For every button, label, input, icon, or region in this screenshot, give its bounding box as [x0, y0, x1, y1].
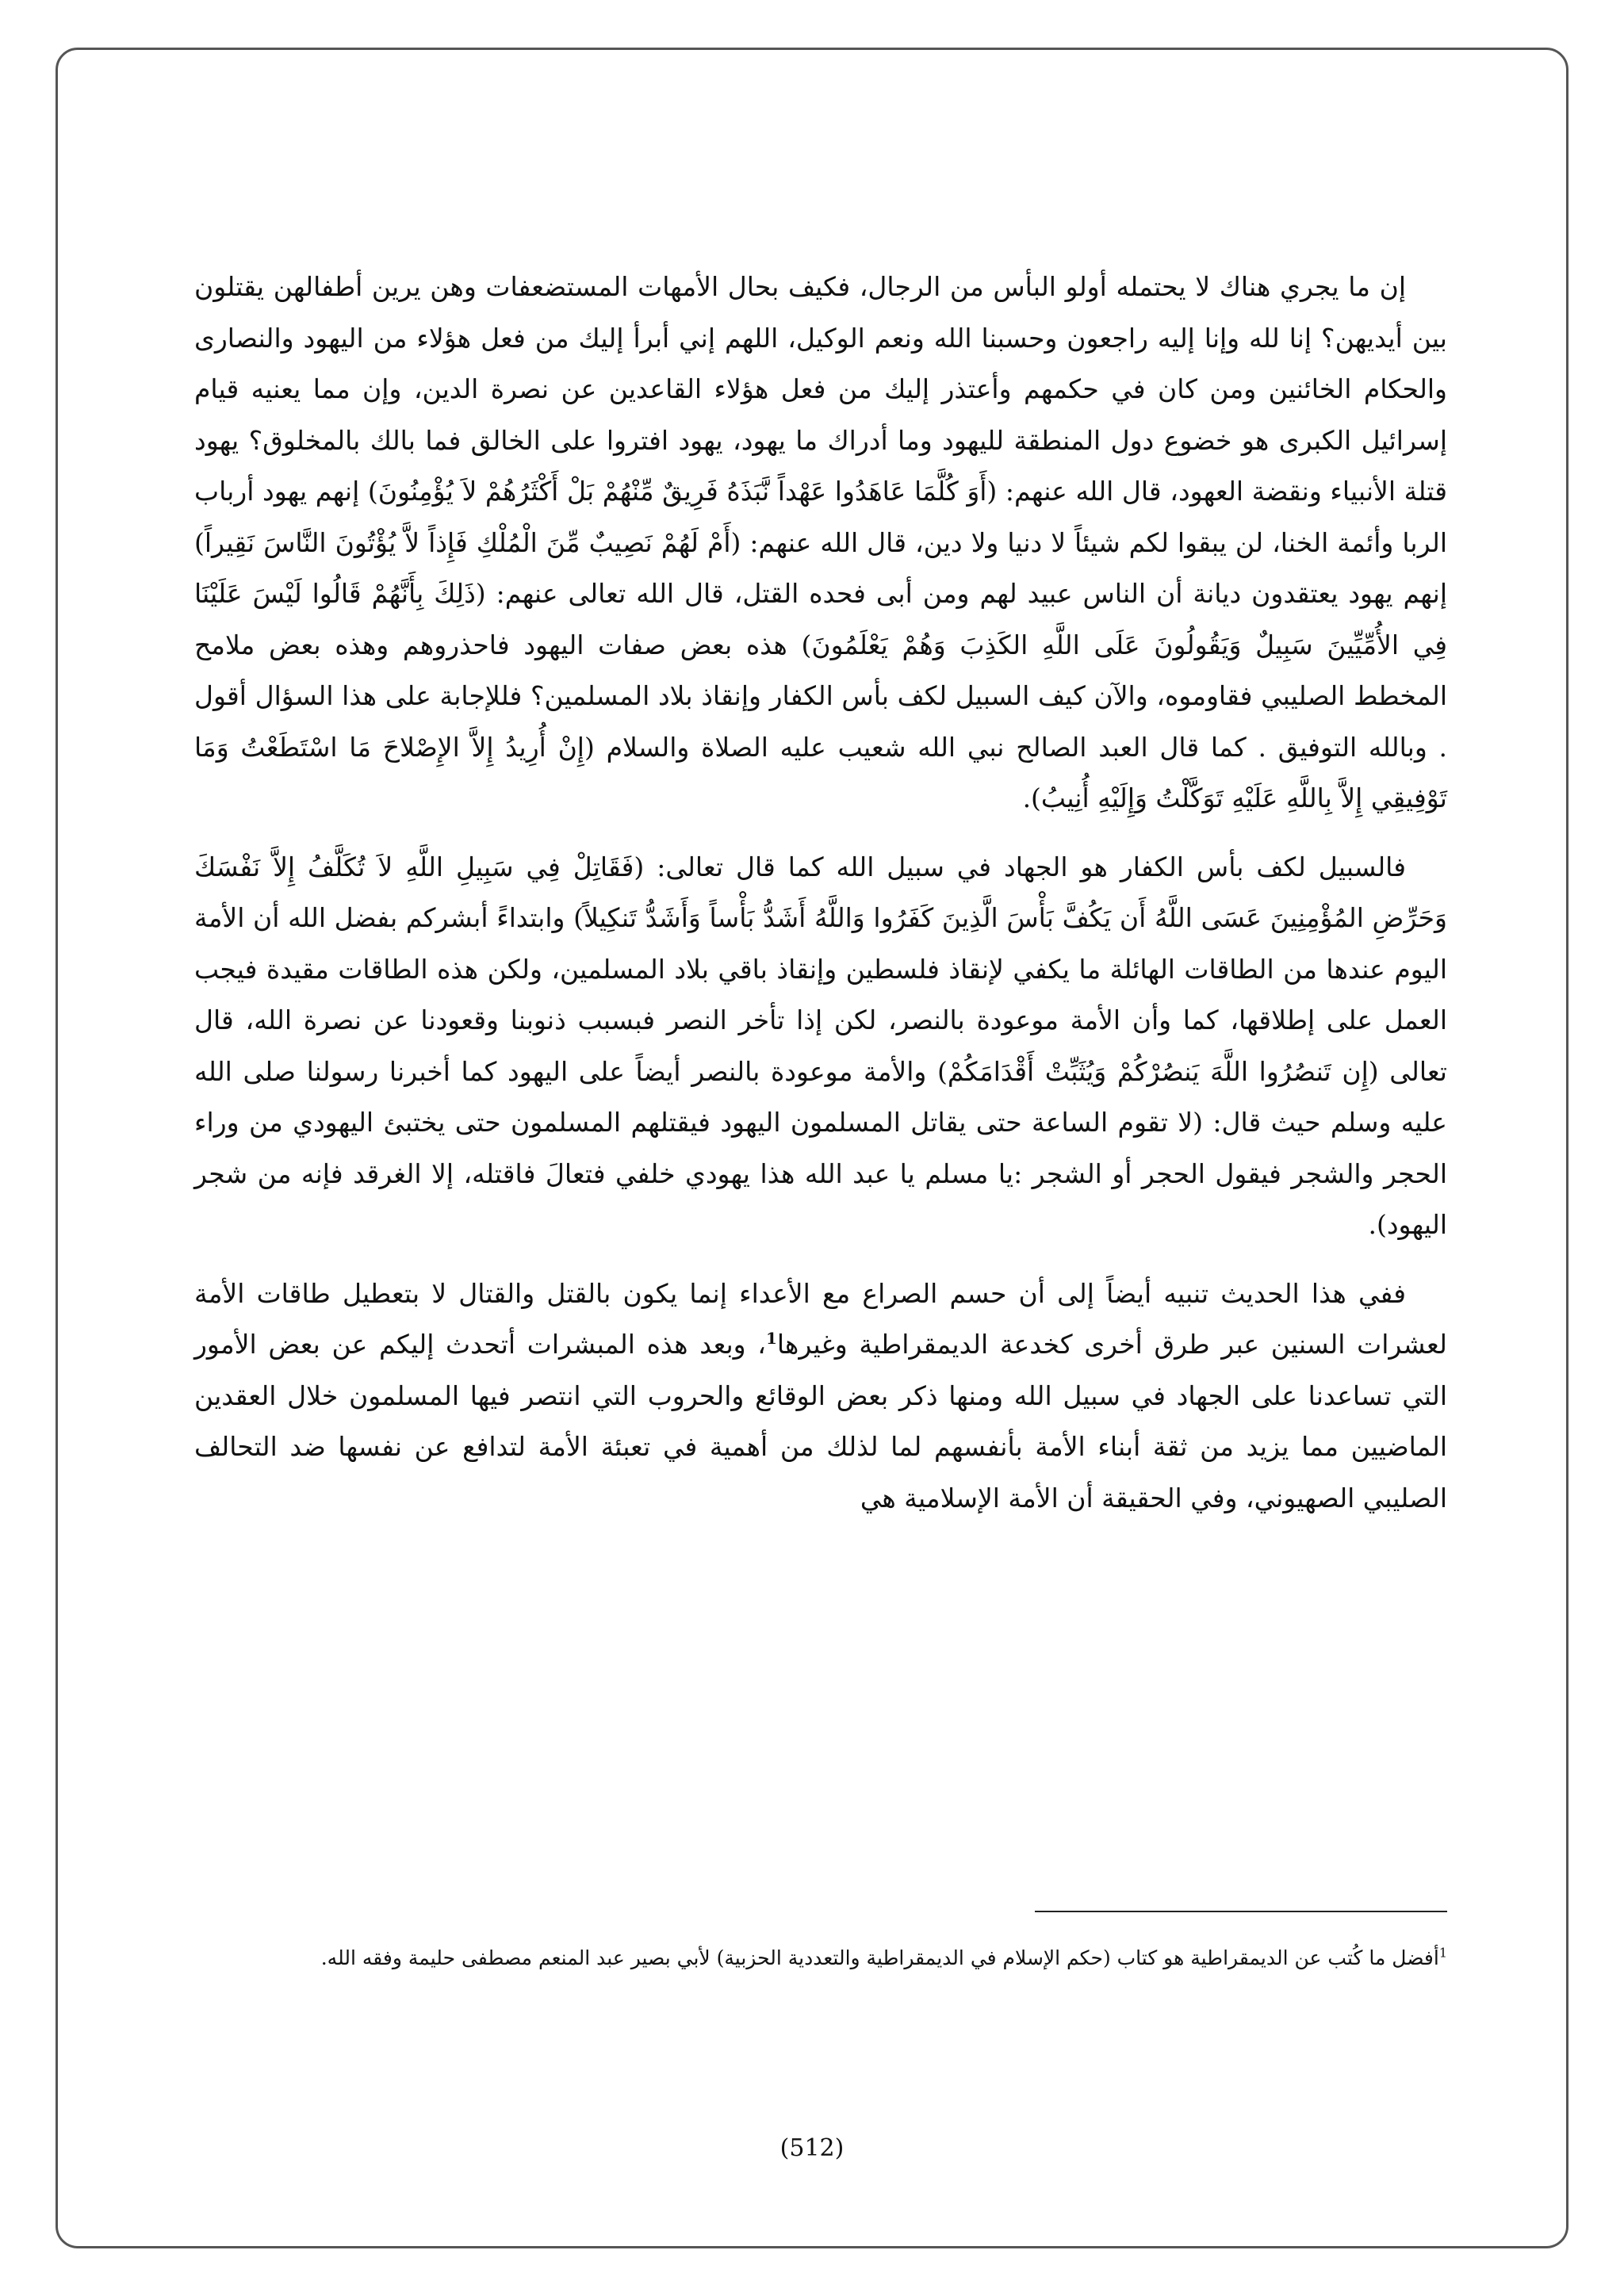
paragraph-3	[194, 1269, 1447, 1525]
paragraph-1: إن ما يجري هناك لا يحتمله أولو البأس من الرجال، فكيف بحال الأمهات المستضعفات وهن يرين أطفالهن يقتلون بين أيديهن؟ إنا لله وإنا إليه راجعون وحسبنا الله ونعم الوكيل، اللهم إني أبرأ إليك من فعل هؤلاء من اليهود والنصارى والحكام الخائنين ومن كان في حكمهم وأعتذر إليك من فعل هؤلاء القاعدين عن نصرة الدين، وإن مما يعنيه قيام إسرائيل الكبرى هو خضوع دول المنطقة لليهود وما أدراك ما يهود، يهود افتروا على الخالق فما بالك بالمخلوق؟ يهود قتلة الأنبياء ونقضة العهود، قال الله عنهم: (أَوَ كُلَّمَا عَاهَدُوا عَهْداً نَّبَذَهُ فَرِيقٌ مِّنْهُمْ بَلْ أَكْثَرُهُمْ لاَ يُؤْمِنُونَ) إنهم يهود أرباب الربا وأئمة الخنا، لن يبقوا لكم شيئاً لا دنيا ولا دين، قال الله عنهم: (أَمْ لَهُمْ نَصِيبٌ مِّنَ الْمُلْكِ فَإِذاً لاَّ يُؤْتُونَ النَّاسَ نَقِيراً) إنهم يهود يعتقدون ديانة أن الناس عبيد لهم ومن أبى فحده القتل، قال الله تعالى عنهم: (ذَلِكَ بِأَنَّهُمْ قَالُوا لَيْسَ عَلَيْنَا فِي الأُمِّيِّينَ سَبِيلٌ وَيَقُولُونَ عَلَى اللَّهِ الكَذِبَ وَهُمْ يَعْلَمُونَ) هذه بعض صفات اليهود فاحذروهم وهذه بعض ملامح المخطط الصليبي فقاوموه، والآن كيف السبيل لكف بأس الكفار وإنقاذ بلاد المسلمين؟ فللإجابة على هذا السؤال أقول . وبالله التوفيق . كما قال العبد الصالح نبي الله شعيب عليه الصلاة والسلام (إِنْ أُرِيدُ إِلاَّ الإِصْلاحَ مَا اسْتَطَعْتُ وَمَا تَوْفِيقِي إِلاَّ بِاللَّهِ عَلَيْهِ تَوَكَّلْتُ وَإِلَيْهِ أُنِيبُ).	[194, 271, 1447, 813]
footnote-divider	[1035, 1911, 1447, 1912]
footnote	[194, 1934, 1447, 1982]
footnote-number: 1	[1438, 1945, 1447, 1961]
document-body	[194, 262, 1447, 1541]
footnote-reference[interactable]: 1	[765, 1329, 777, 1348]
footnote-text: أفضل ما كُتب عن الديمقراطية هو كتاب (حكم الإسلام في الديمقراطية والتعددية الحزبية) لأبي بصير عبد المنعم مصطفى حليمة وفقه الله.	[320, 1946, 1439, 1969]
paragraph-3-continuation: ، وبعد هذه المبشرات أتحدث إليكم عن بعض الأمور التي تساعدنا على الجهاد في سبيل الله ومنها ذكر بعض الوقائع والحروب التي انتصر فيها المسلمون خلال العقدين الماضيين مما يزيد من ثقة أبناء الأمة بأنفسهم لما لذلك من أهمية في تعبئة الأمة لتدافع عن نفسها ضد التحالف الصليبي الصهيوني، وفي الحقيقة أن الأمة الإسلامية هي	[194, 1329, 1447, 1513]
paragraph-2: فالسبيل لكف بأس الكفار هو الجهاد في سبيل الله كما قال تعالى: (فَقَاتِلْ فِي سَبِيلِ اللَّهِ لاَ تُكَلَّفُ إِلاَّ نَفْسَكَ وَحَرِّضِ المُؤْمِنِينَ عَسَى اللَّهُ أَن يَكُفَّ بَأْسَ الَّذِينَ كَفَرُوا وَاللَّهُ أَشَدُّ بَأْساً وَأَشَدُّ تَنكِيلاً) وابتداءً أبشركم بفضل الله أن الأمة اليوم عندها من الطاقات الهائلة ما يكفي لإنقاذ فلسطين وإنقاذ باقي بلاد المسلمين، ولكن هذه الطاقات مقيدة فيجب العمل على إطلاقها، كما وأن الأمة موعودة بالنصر، لكن إذا تأخر النصر فبسبب ذنوبنا وقعودنا عن نصرة الله، قال تعالى (إِن تَنصُرُوا اللَّهَ يَنصُرْكُمْ وَيُثَبِّتْ أَقْدَامَكُمْ) والأمة موعودة بالنصر أيضاً على اليهود كما أخبرنا رسولنا صلى الله عليه وسلم حيث قال: (لا تقوم الساعة حتى يقاتل المسلمون اليهود فيقتلهم المسلمون حتى يختبئ اليهودي من وراء الحجر والشجر فيقول الحجر أو الشجر :يا مسلم يا عبد الله هذا يهودي خلفي فتعالَ فاقتله، إلا الغرقد فإنه من شجر اليهود).	[194, 851, 1447, 1240]
page-number: (512)	[779, 2134, 845, 2162]
paragraph-3-text: ففي هذا الحديث تنبيه أيضاً إلى أن حسم الصراع مع الأعداء إنما يكون بالقتل والقتال لا بتعطيل طاقات الأمة لعشرات السنين عبر طرق أخرى كخدعة الديمقراطية وغيرها	[194, 1277, 1447, 1360]
